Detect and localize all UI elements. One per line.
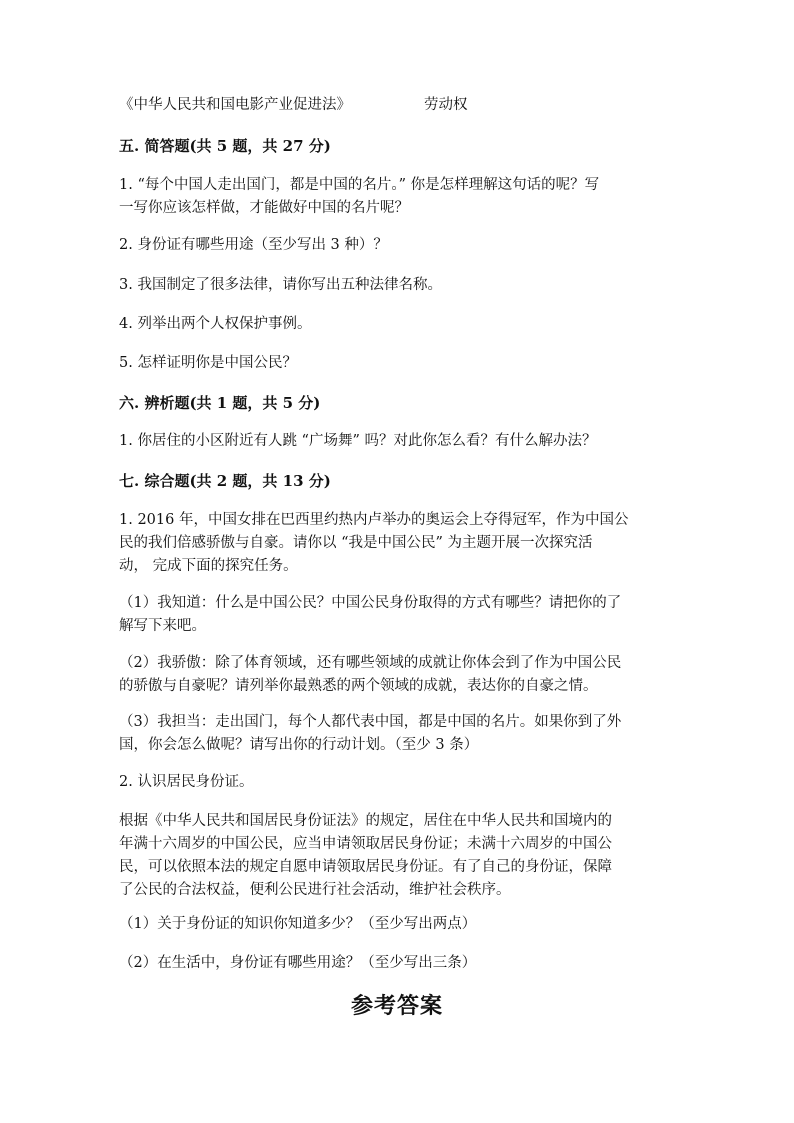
law-name-text: 《中华人民共和国电影产业促进法》 <box>119 97 351 113</box>
section7-q2-sub1: （1）关于身份证的知识你知道多少？（至少写出两点） <box>119 916 477 932</box>
passage-line: 年满十六周岁的中国公民，应当申请领取居民身份证；未满十六周岁的中国公 <box>119 836 612 852</box>
section7-q1-intro <box>119 509 679 578</box>
passage-line: 了公民的合法权益，便利公民进行社会活动，维护社会秩序。 <box>119 882 511 898</box>
question-line: 1. 2016 年，中国女排在巴西里约热内卢举办的奥运会上夺得冠军，作为中国公 <box>119 512 629 528</box>
section7-q2-title: 2. 认识居民身份证。 <box>119 774 254 790</box>
question-line: （3）我担当：走出国门，每个人都代表中国，都是中国的名片。如果你到了外 <box>119 714 622 730</box>
section7-q1-sub3 <box>119 711 679 757</box>
section5-q3: 3. 我国制定了很多法律，请你写出五种法律名称。 <box>119 277 442 293</box>
question-line: 民的我们倍感骄傲与自豪。请你以 “我是中国公民” 为主题开展一次探究活 <box>119 535 593 551</box>
section5-q2: 2. 身份证有哪些用途（至少写出 3 种）？ <box>119 237 388 253</box>
question-line: 1. “每个中国人走出国门，都是中国的名片。” 你是怎样理解这句话的呢？写 <box>119 177 600 193</box>
passage-line: 民，可以依照本法的规定自愿申请领取居民身份证。有了自己的身份证，保障 <box>119 859 612 875</box>
question-line: 动， 完成下面的探究任务。 <box>119 558 298 574</box>
section7-q1-sub2 <box>119 652 679 698</box>
right-term-text: 劳动权 <box>424 97 468 113</box>
section7-heading: 七. 综合题(共 2 题，共 13 分) <box>119 472 331 490</box>
question-line: （1）我知道：什么是中国公民？中国公民身份取得的方式有哪些？请把你的了 <box>119 595 622 611</box>
section6-heading: 六. 辨析题(共 1 题，共 5 分) <box>119 394 321 412</box>
section7-q2-passage <box>119 810 679 902</box>
question-line: 的骄傲与自豪呢？请列举你最熟悉的两个领域的成就，表达你的自豪之情。 <box>119 678 598 694</box>
question-line: 解写下来吧。 <box>119 618 206 634</box>
section6-q1: 1. 你居住的小区附近有人跳 “广场舞” 吗？对此你怎么看？有什么解办法？ <box>119 433 597 449</box>
section5-heading: 五. 简答题(共 5 题，共 27 分) <box>119 137 331 155</box>
section7-q2-sub2: （2）在生活中，身份证有哪些用途？（至少写出三条） <box>119 955 477 971</box>
answers-title: 参考答案 <box>350 993 443 1019</box>
question-line: （2）我骄傲：除了体育领域，还有哪些领域的成就让你体会到了作为中国公民 <box>119 655 622 671</box>
passage-line: 根据《中华人民共和国居民身份证法》的规定，居住在中华人民共和国境内的 <box>119 813 612 829</box>
section5-q4: 4. 列举出两个人权保护事例。 <box>119 316 312 332</box>
section5-q1 <box>119 174 679 220</box>
question-line: 国，你会怎么做呢？请写出你的行动计划。（至少 3 条） <box>119 737 479 753</box>
section7-q1-sub1 <box>119 592 679 638</box>
question-line: 一写你应该怎样做，才能做好中国的名片呢？ <box>119 200 409 216</box>
section5-q5: 5. 怎样证明你是中国公民？ <box>119 355 297 371</box>
